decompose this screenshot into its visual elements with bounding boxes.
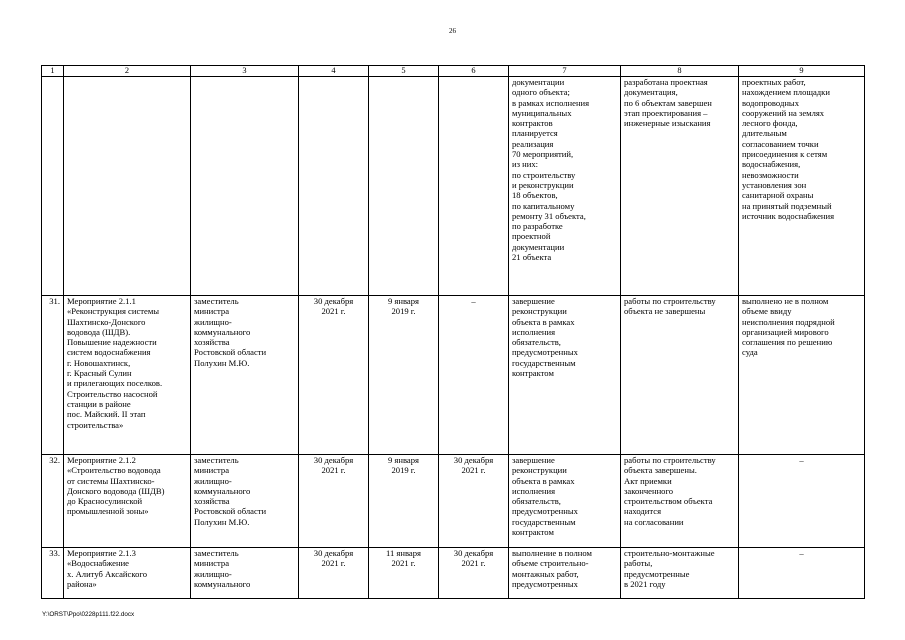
measure-name: Мероприятие 2.1.3 «Водоснабжение х. Алитуб Аксайского района» bbox=[64, 548, 191, 599]
file-path: Y:\ORST\Ppo\0228p111.f22.docx bbox=[42, 611, 135, 618]
header-cell: 4 bbox=[299, 66, 369, 77]
reasons: – bbox=[739, 548, 865, 599]
start-date bbox=[369, 77, 439, 296]
table-row bbox=[42, 548, 865, 599]
actual-result: строительно-монтажные работы, предусмотренные в 2021 году bbox=[621, 548, 739, 599]
table-row bbox=[42, 77, 865, 296]
reasons: – bbox=[739, 455, 865, 548]
expected-result: завершение реконструкции объекта в рамках исполнения обязательств, предусмотренных государственным контрактом bbox=[509, 455, 621, 548]
row-number: 33. bbox=[42, 548, 64, 599]
responsible-person: заместитель министра жилищно- коммунального хозяйства Ростовской области Полухин М.Ю. bbox=[191, 296, 299, 455]
planned-date: 30 декабря 2021 г. bbox=[299, 296, 369, 455]
planned-date: 30 декабря 2021 г. bbox=[299, 548, 369, 599]
header-cell: 8 bbox=[621, 66, 739, 77]
responsible-person bbox=[191, 77, 299, 296]
measure-name: Мероприятие 2.1.2 «Строительство водовода от системы Шахтинско- Донского водовода (ШДВ) до Красносулинской промышленной зоны» bbox=[64, 455, 191, 548]
actual-result: работы по строительству объекта завершены. Акт приемки законченного строительством объекта находится на согласовании bbox=[621, 455, 739, 548]
end-date: 30 декабря 2021 г. bbox=[439, 548, 509, 599]
header-cell: 1 bbox=[42, 66, 64, 77]
reasons: проектных работ, нахождением площадки водопроводных сооружений на землях лесного фонда, длительным согласованием точки присоединения к сетям водоснабжения, невозможности установления зон санитарной охраны на принятый подземный источник водоснабжения bbox=[739, 77, 865, 296]
header-cell: 3 bbox=[191, 66, 299, 77]
row-number: 31. bbox=[42, 296, 64, 455]
header-cell: 7 bbox=[509, 66, 621, 77]
header-cell: 9 bbox=[739, 66, 865, 77]
expected-result: выполнение в полном объеме строительно- монтажных работ, предусмотренных bbox=[509, 548, 621, 599]
start-date: 11 января 2021 г. bbox=[369, 548, 439, 599]
table-row bbox=[42, 296, 865, 455]
responsible-person: заместитель министра жилищно- коммунального хозяйства Ростовской области Полухин М.Ю. bbox=[191, 455, 299, 548]
end-date: 30 декабря 2021 г. bbox=[439, 455, 509, 548]
measure-name: Мероприятие 2.1.1 «Реконструкция системы Шахтинско-Донского водовода (ШДВ). Повышение надежности систем водоснабжения г. Новошахтинск, г. Красный Сулин и прилегающих поселков. Строительство насосной станции в районе пос. Майский. II этап строительства» bbox=[64, 296, 191, 455]
page-number: 26 bbox=[449, 27, 456, 35]
header-cell: 5 bbox=[369, 66, 439, 77]
responsible-person: заместитель министра жилищно- коммунального bbox=[191, 548, 299, 599]
row-number: 32. bbox=[42, 455, 64, 548]
planned-date: 30 декабря 2021 г. bbox=[299, 455, 369, 548]
planned-date bbox=[299, 77, 369, 296]
table-row bbox=[42, 455, 865, 548]
row-number bbox=[42, 77, 64, 296]
start-date: 9 января 2019 г. bbox=[369, 296, 439, 455]
header-cell: 6 bbox=[439, 66, 509, 77]
end-date bbox=[439, 77, 509, 296]
measure-name bbox=[64, 77, 191, 296]
actual-result: разработана проектная документация, по 6 объектам завершен этап проектирования – инженерные изыскания bbox=[621, 77, 739, 296]
expected-result: завершение реконструкции объекта в рамках исполнения обязательств, предусмотренных государственным контрактом bbox=[509, 296, 621, 455]
start-date: 9 января 2019 г. bbox=[369, 455, 439, 548]
header-cell: 2 bbox=[64, 66, 191, 77]
expected-result: документации одного объекта; в рамках исполнения муниципальных контрактов планируется реализация 70 мероприятий, из них: по строительству и реконструкции 18 объектов, по капитальному ремонту 31 объекта, по разработке проектной документации 21 объекта bbox=[509, 77, 621, 296]
actual-result: работы по строительству объекта не завершены bbox=[621, 296, 739, 455]
end-date: – bbox=[439, 296, 509, 455]
reasons: выполнено не в полном объеме ввиду неисполнения подрядной организацией мирового соглашения по решению суда bbox=[739, 296, 865, 455]
measures-table bbox=[41, 65, 865, 599]
table-header-row bbox=[42, 66, 865, 77]
